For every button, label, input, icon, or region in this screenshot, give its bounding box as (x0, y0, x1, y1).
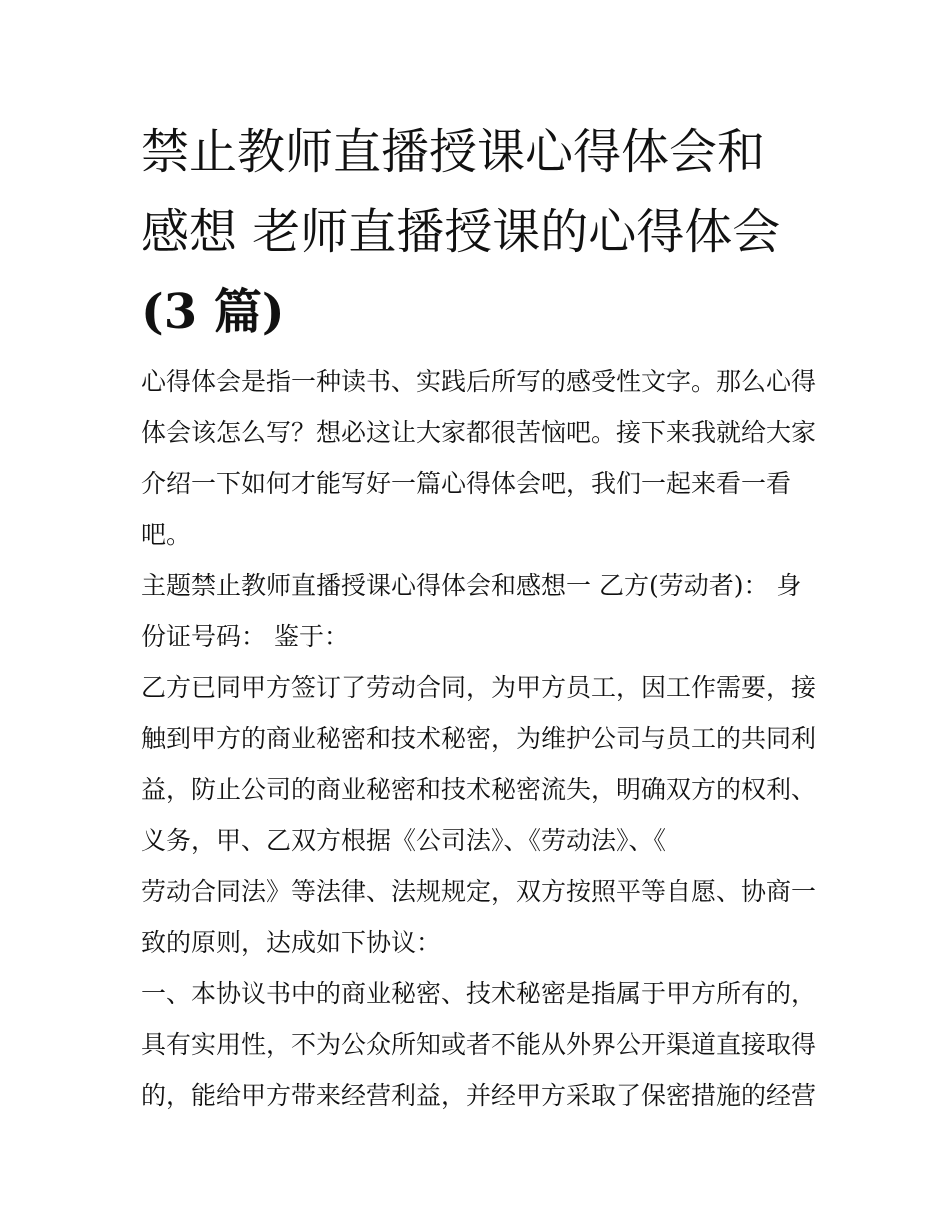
body-line: 益，防止公司的商业秘密和技术秘密流失，明确双方的权利、 (141, 775, 817, 804)
body-line: 主题禁止教师直播授课心得体会和感想一 乙方(劳动者)： 身 (141, 571, 802, 600)
document-title (141, 112, 821, 352)
body-line: 具有实用性，不为公众所知或者不能从外界公开渠道直接取得 (141, 1030, 817, 1059)
body-line: 乙方已同甲方签订了劳动合同，为甲方员工，因工作需要，接 (141, 673, 817, 702)
body-line: 介绍一下如何才能写好一篇心得体会吧，我们一起来看一看 (141, 469, 792, 498)
body-line: 义务，甲、乙双方根据《公司法》、《劳动法》、《 (141, 826, 667, 855)
body-line: 一、本协议书中的商业秘密、技术秘密是指属于甲方所有的， (141, 979, 817, 1008)
body-line: 致的原则，达成如下协议： (141, 928, 442, 957)
title-line: 禁止教师直播授课心得体会和 (141, 124, 766, 180)
title-line: (3 篇) (141, 284, 285, 340)
body-line: 的，能给甲方带来经营利益，并经甲方采取了保密措施的经营 (141, 1081, 817, 1110)
title-line: 感想 老师直播授课的心得体会 (141, 204, 781, 260)
body-line: 份证号码： 鉴于： (141, 622, 349, 651)
body-line: 劳动合同法》等法律、法规规定，双方按照平等自愿、协商一 (141, 877, 817, 906)
body-line: 心得体会是指一种读书、实践后所写的感受性文字。那么心得 (141, 367, 817, 396)
body-line: 触到甲方的商业秘密和技术秘密，为维护公司与员工的共同利 (141, 724, 817, 753)
document-body (141, 356, 821, 1121)
body-line: 吧。 (141, 520, 192, 549)
body-line: 体会该怎么写？想必这让大家都很苦恼吧。接下来我就给大家 (141, 418, 817, 447)
